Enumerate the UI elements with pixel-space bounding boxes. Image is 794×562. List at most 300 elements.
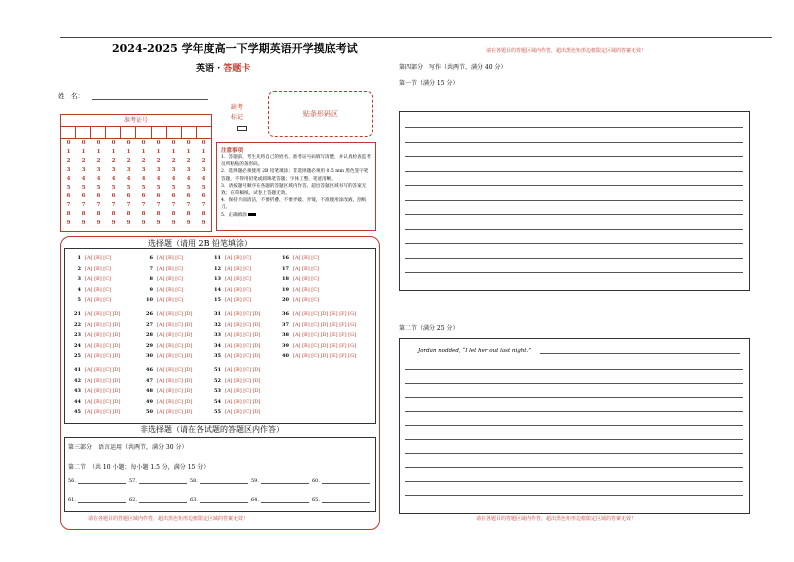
digit-bubble[interactable]: 8 [186,211,191,218]
answer-options[interactable]: [A] [B] [C] [D] [157,367,193,373]
question-40[interactable] [279,353,356,359]
number-cell[interactable] [152,126,167,138]
question-number: 50 [146,409,153,416]
question-44[interactable] [71,399,121,405]
answer-options[interactable]: [A] [B] [C] [D] [157,388,193,395]
question-number: 25 [74,353,81,360]
answer-options[interactable]: [A] [B] [C] [D] [157,353,193,360]
writing-line [405,411,743,412]
digit-column [76,139,91,228]
digit-bubble[interactable]: 9 [96,220,101,227]
digit-bubble[interactable]: 9 [156,220,161,227]
digit-bubble[interactable]: 8 [156,211,161,218]
writing-line [405,258,743,259]
question-number: 31 [214,311,221,317]
question-45[interactable] [71,409,121,415]
blank-65[interactable] [312,497,370,503]
digit-bubble[interactable]: 3 [96,166,101,173]
question-3[interactable] [71,276,111,282]
question-number: 35 [214,353,221,360]
digit-column [151,139,166,228]
digit-bubble[interactable]: 4 [81,175,86,182]
question-11[interactable] [211,255,251,261]
writing-section2-heading: 第二节（满分 25 分） [399,325,459,332]
question-37[interactable] [279,322,356,328]
blank-line[interactable] [78,502,126,503]
answer-options[interactable]: [A] [B] [C] [D] [85,321,121,328]
question-number: 1 [77,255,81,261]
question-number: 37 [282,321,289,328]
blank-57[interactable] [129,478,187,484]
admission-number-cells [61,126,211,139]
digit-bubble[interactable]: 6 [171,193,176,200]
name-field[interactable] [92,99,208,100]
digit-bubble[interactable]: 5 [96,184,101,191]
question-number: 10 [146,297,153,304]
blank-62[interactable] [129,497,187,503]
answer-options[interactable]: [A] [B] [C] [157,297,183,304]
number-cell[interactable] [182,126,197,138]
digit-bubble[interactable]: 5 [66,184,71,191]
writing-line [405,229,743,230]
digit-bubble[interactable]: 1 [111,148,116,155]
answer-options[interactable]: [A] [B] [C] [157,255,183,261]
question-number: 21 [74,311,81,317]
answer-options[interactable]: [A] [B] [C] [D] [157,398,193,405]
answer-options[interactable]: [A] [B] [C] [D] [157,409,193,416]
digit-bubble[interactable]: 1 [96,148,101,155]
answer-options[interactable]: [A] [B] [C] [85,297,111,304]
answer-options[interactable]: [A] [B] [C] [D] [157,321,193,328]
question-number: 44 [74,398,81,405]
question-number: 51 [214,367,221,373]
question-10[interactable] [143,297,183,303]
digit-bubble[interactable]: 3 [66,166,71,173]
digit-bubble[interactable]: 5 [186,184,191,191]
digit-bubble[interactable]: 2 [96,157,101,164]
blank-56[interactable] [68,478,126,484]
question-51[interactable] [211,367,261,373]
digit-bubble[interactable]: 9 [201,220,206,227]
digit-bubble[interactable]: 0 [96,140,101,146]
answer-options[interactable]: [A] [B] [C] [D] [225,332,261,339]
digit-bubble[interactable]: 2 [186,157,191,164]
question-number: 12 [214,265,221,272]
subject-label: 英语 [196,64,215,74]
digit-bubble[interactable]: 3 [201,166,206,173]
answer-options[interactable]: [A] [B] [C] [D] [85,398,121,405]
digit-bubble[interactable]: 1 [81,148,86,155]
question-2[interactable] [71,266,111,272]
question-12[interactable] [211,266,251,272]
question-38[interactable] [279,332,356,338]
answer-options[interactable]: [A] [B] [C] [D] [85,332,121,339]
digit-bubble[interactable]: 8 [201,211,206,218]
question-number: 29 [146,342,153,349]
absence-mark-box[interactable] [237,126,247,131]
question-33[interactable] [211,332,261,338]
blank-line[interactable] [200,483,248,484]
answer-options[interactable]: [A] [B] [C] [85,265,111,272]
question-number: 8 [149,276,153,283]
digit-bubble[interactable]: 9 [111,220,116,227]
digit-bubble[interactable]: 5 [111,184,116,191]
digit-bubble[interactable]: 0 [111,140,116,146]
digit-bubble[interactable]: 3 [156,166,161,173]
writing-line [405,272,743,273]
digit-bubble[interactable]: 9 [66,220,71,227]
question-number: 27 [146,321,153,328]
question-17[interactable] [279,266,319,272]
digit-bubble[interactable]: 2 [156,157,161,164]
digit-bubble[interactable]: 2 [201,157,206,164]
question-32[interactable] [211,322,261,328]
digit-bubble[interactable]: 9 [126,220,131,227]
question-14[interactable] [211,287,251,293]
part3-section2-heading: 第二节 （共 10 小题；每小题 1.5 分，满分 15 分） [68,464,210,471]
digit-bubble[interactable]: 2 [171,157,176,164]
question-47[interactable] [143,378,193,384]
blank-number: 65. [312,497,320,503]
question-number: 49 [146,398,153,405]
digit-bubble[interactable]: 6 [186,193,191,200]
digit-bubble[interactable]: 6 [201,193,206,200]
digit-bubble[interactable]: 4 [156,175,161,182]
answer-options[interactable]: [A] [B] [C] [157,276,183,283]
question-41[interactable] [71,367,121,373]
blank-line[interactable] [78,483,126,484]
question-number: 4 [77,286,81,293]
digit-bubble[interactable]: 6 [141,193,146,200]
question-52[interactable] [211,378,261,384]
digit-bubble[interactable]: 0 [66,140,71,146]
blank-59[interactable] [251,478,309,484]
digit-bubble[interactable]: 2 [111,157,116,164]
notice-item: 1．答题前，考生先将自己的姓名、准考证号码填写清楚，并认真检查监考员所粘贴的条形码。 [221,155,371,168]
digit-bubble[interactable]: 6 [66,193,71,200]
answer-options[interactable]: [A] [B] [C] [157,265,183,272]
answer-options[interactable]: [A] [B] [C] [D] [85,409,121,416]
part3-heading: 第三部分 语言运用（共两节，满分 30 分） [68,444,188,451]
blank-line[interactable] [261,502,309,503]
number-cell[interactable] [91,126,106,138]
digit-bubble[interactable]: 5 [126,184,131,191]
question-number: 24 [74,342,81,349]
filled-bubble-example [248,213,256,216]
digit-bubble[interactable]: 1 [171,148,176,155]
digit-bubble[interactable]: 9 [171,220,176,227]
digit-bubble[interactable]: 8 [111,211,116,218]
question-number: 20 [282,297,289,304]
writing-box-1[interactable] [399,111,750,291]
question-5[interactable] [71,297,111,303]
writing-line [405,481,743,482]
notice-title: 注意事项 [221,148,244,154]
digit-bubble[interactable]: 5 [156,184,161,191]
question-25[interactable] [71,353,121,359]
digit-bubble[interactable]: 4 [186,175,191,182]
writing-line [405,171,743,172]
digit-bubble[interactable]: 1 [66,148,71,155]
digit-bubble[interactable]: 4 [96,175,101,182]
question-number: 14 [214,286,221,293]
question-48[interactable] [143,388,193,394]
digit-bubble[interactable]: 8 [66,211,71,218]
answer-options[interactable]: [A] [B] [C] [D] [E] [F] [G] [293,321,357,328]
digit-bubble[interactable]: 6 [96,193,101,200]
answer-options[interactable]: [A] [B] [C] [D] [85,353,121,360]
digit-bubble[interactable]: 3 [141,166,146,173]
question-30[interactable] [143,353,193,359]
number-cell[interactable] [197,126,211,138]
blank-line[interactable] [139,483,187,484]
digit-bubble[interactable]: 7 [186,202,191,209]
answer-options[interactable]: [A] [B] [C] [D] [157,342,193,349]
digit-bubble[interactable]: 1 [156,148,161,155]
question-34[interactable] [211,343,261,349]
digit-bubble[interactable]: 1 [141,148,146,155]
digit-bubble[interactable]: 8 [171,211,176,218]
digit-bubble[interactable]: 6 [126,193,131,200]
digit-bubble[interactable]: 0 [171,140,176,146]
answer-options[interactable]: [A] [B] [C] [D] [157,377,193,384]
digit-bubble[interactable]: 2 [66,157,71,164]
digit-bubble[interactable]: 8 [96,211,101,218]
question-4[interactable] [71,287,111,293]
answer-options[interactable]: [A] [B] [C] [D] [E] [F] [G] [293,311,357,317]
answer-options[interactable]: [A] [B] [C] [D] [85,311,121,317]
digit-bubble[interactable]: 3 [171,166,176,173]
question-55[interactable] [211,409,261,415]
digit-bubble[interactable]: 7 [171,202,176,209]
digit-bubble[interactable]: 0 [141,140,146,146]
question-6[interactable] [143,255,183,261]
digit-bubble[interactable]: 4 [66,175,71,182]
answer-options[interactable]: [A] [B] [C] [225,276,251,283]
question-8[interactable] [143,276,183,282]
digit-bubble[interactable]: 2 [141,157,146,164]
digit-bubble[interactable]: 6 [156,193,161,200]
number-cell[interactable] [61,126,76,138]
digit-bubble[interactable]: 6 [111,193,116,200]
blank-line[interactable] [139,502,187,503]
number-cell[interactable] [121,126,136,138]
question-31[interactable] [211,311,261,317]
answer-options[interactable]: [A] [B] [C] [225,265,251,272]
question-42[interactable] [71,378,121,384]
answer-options[interactable]: [A] [B] [C] [293,297,319,304]
answer-options[interactable]: [A] [B] [C] [D] [225,342,261,349]
digit-bubble[interactable]: 6 [81,193,86,200]
digit-bubble[interactable]: 9 [141,220,146,227]
digit-bubble[interactable]: 1 [201,148,206,155]
question-number: 39 [282,342,289,349]
question-20[interactable] [279,297,319,303]
question-18[interactable] [279,276,319,282]
answer-options[interactable]: [A] [B] [C] [D] [157,311,193,317]
mcq-title: 选择题（请用 2B 铅笔填涂） [148,239,253,248]
digit-bubble[interactable]: 5 [141,184,146,191]
answer-options[interactable]: [A] [B] [C] [D] [225,311,261,317]
question-29[interactable] [143,343,193,349]
digit-bubble[interactable]: 4 [171,175,176,182]
question-28[interactable] [143,332,193,338]
question-36[interactable] [279,311,356,317]
question-number: 41 [74,367,81,373]
digit-bubble[interactable]: 7 [96,202,101,209]
question-43[interactable] [71,388,121,394]
answer-options[interactable]: [A] [B] [C] [D] [85,342,121,349]
blank-63[interactable] [190,497,248,503]
number-cell[interactable] [76,126,91,138]
digit-bubble[interactable]: 4 [126,175,131,182]
question-46[interactable] [143,367,193,373]
answer-options[interactable]: [A] [B] [C] [157,286,183,293]
digit-bubble[interactable]: 7 [156,202,161,209]
question-7[interactable] [143,266,183,272]
question-39[interactable] [279,343,356,349]
question-number: 48 [146,388,153,395]
digit-bubble[interactable]: 7 [66,202,71,209]
digit-bubble[interactable]: 0 [186,140,191,146]
answer-options[interactable]: [A] [B] [C] [D] [157,332,193,339]
digit-bubble[interactable]: 3 [186,166,191,173]
digit-bubble[interactable]: 5 [201,184,206,191]
digit-bubble[interactable]: 3 [111,166,116,173]
answer-options[interactable]: [A] [B] [C] [293,265,319,272]
writing-section1-heading: 第一节（满分 15 分） [399,80,459,87]
answer-options[interactable]: [A] [B] [C] [D] [225,398,261,405]
digit-bubble[interactable]: 7 [126,202,131,209]
digit-bubble[interactable]: 5 [171,184,176,191]
question-15[interactable] [211,297,251,303]
answer-options[interactable]: [A] [B] [C] [D] [85,367,121,373]
digit-bubble[interactable]: 1 [126,148,131,155]
digit-bubble[interactable]: 8 [126,211,131,218]
question-1[interactable] [71,255,111,261]
answer-options[interactable]: [A] [B] [C] [D] [225,321,261,328]
answer-options[interactable]: [A] [B] [C] [225,286,251,293]
digit-bubble[interactable]: 0 [156,140,161,146]
question-24[interactable] [71,343,121,349]
question-27[interactable] [143,322,193,328]
digit-bubble[interactable]: 7 [111,202,116,209]
question-49[interactable] [143,399,193,405]
admission-number-label: 准考证号 [61,115,211,127]
digit-bubble[interactable]: 1 [186,148,191,155]
blank-line[interactable] [322,502,370,503]
question-54[interactable] [211,399,261,405]
blank-61[interactable] [68,497,126,503]
number-cell[interactable] [106,126,121,138]
writing-box-2[interactable] [399,338,750,514]
digit-bubble[interactable]: 0 [81,140,86,146]
answer-options[interactable]: [A] [B] [C] [D] [E] [F] [G] [293,332,357,339]
digit-bubble[interactable]: 0 [201,140,206,146]
question-19[interactable] [279,287,319,293]
question-number: 45 [74,409,81,416]
digit-bubble[interactable]: 9 [81,220,86,227]
digit-bubble[interactable]: 7 [81,202,86,209]
answer-options[interactable]: [A] [B] [C] [85,276,111,283]
question-35[interactable] [211,353,261,359]
digit-bubble[interactable]: 8 [141,211,146,218]
answer-options[interactable]: [A] [B] [C] [D] [225,367,261,373]
notice-item: 2．选择题必须使用 2B 铅笔填涂；非选择题必须用 0.5 mm 黑色签字笔答题，不得用铅笔或圆珠笔答题；字体工整、笔迹清晰。 [221,169,369,182]
digit-bubble[interactable]: 4 [111,175,116,182]
answer-options[interactable]: [A] [B] [C] [293,286,319,293]
answer-options[interactable]: [A] [B] [C] [D] [225,377,261,384]
answer-options[interactable]: [A] [B] [C] [D] [E] [F] [G] [293,353,357,360]
answer-options[interactable]: [A] [B] [C] [D] [85,377,121,384]
answer-options[interactable]: [A] [B] [C] [D] [225,409,261,416]
question-number: 5 [77,297,81,304]
blank-line[interactable] [322,483,370,484]
number-cell[interactable] [167,126,182,138]
digit-bubble[interactable]: 3 [126,166,131,173]
bottom-warning-left: 请在各题目的答题区域内作答，超出黑色矩形边框限定区域的答案无效！ [88,516,249,522]
question-53[interactable] [211,388,261,394]
answer-options[interactable]: [A] [B] [C] [293,276,319,283]
question-number: 40 [282,353,289,360]
question-9[interactable] [143,287,183,293]
digit-bubble[interactable]: 0 [126,140,131,146]
digit-column [91,139,106,228]
digit-bubble[interactable]: 3 [81,166,86,173]
digit-bubble[interactable]: 7 [141,202,146,209]
blank-64[interactable] [251,497,309,503]
answer-options[interactable]: [A] [B] [C] [225,297,251,304]
question-21[interactable] [71,311,121,317]
question-number: 32 [214,321,221,328]
digit-column [181,139,196,228]
digit-bubble[interactable]: 9 [186,220,191,227]
question-50[interactable] [143,409,193,415]
answer-options[interactable]: [A] [B] [C] [D] [225,388,261,395]
number-cell[interactable] [136,126,151,138]
answer-options[interactable]: [A] [B] [C] [D] [225,353,261,360]
question-23[interactable] [71,332,121,338]
absence-mark-label [231,103,243,123]
digit-bubble[interactable]: 8 [81,211,86,218]
answer-options[interactable]: [A] [B] [C] [D] [85,388,121,395]
question-22[interactable] [71,322,121,328]
writing-line [405,142,743,143]
writing-line [405,214,743,215]
digit-bubble[interactable]: 7 [201,202,206,209]
digit-bubble[interactable]: 4 [141,175,146,182]
blank-line[interactable] [261,483,309,484]
question-26[interactable] [143,311,193,317]
answer-options[interactable]: [A] [B] [C] [D] [E] [F] [G] [293,342,357,349]
blank-line[interactable] [200,502,248,503]
digit-bubble[interactable]: 5 [81,184,86,191]
answer-options[interactable]: [A] [B] [C] [293,255,319,261]
blank-60[interactable] [312,478,370,484]
answer-options[interactable]: [A] [B] [C] [85,255,111,261]
blank-58[interactable] [190,478,248,484]
digit-bubble[interactable]: 2 [81,157,86,164]
answer-options[interactable]: [A] [B] [C] [85,286,111,293]
writing-line [405,383,743,384]
digit-bubble[interactable]: 2 [126,157,131,164]
question-13[interactable] [211,276,251,282]
digit-bubble[interactable]: 4 [201,175,206,182]
question-16[interactable] [279,255,319,261]
question-number: 43 [74,388,81,395]
question-number: 53 [214,388,221,395]
answer-options[interactable]: [A] [B] [C] [225,255,251,261]
